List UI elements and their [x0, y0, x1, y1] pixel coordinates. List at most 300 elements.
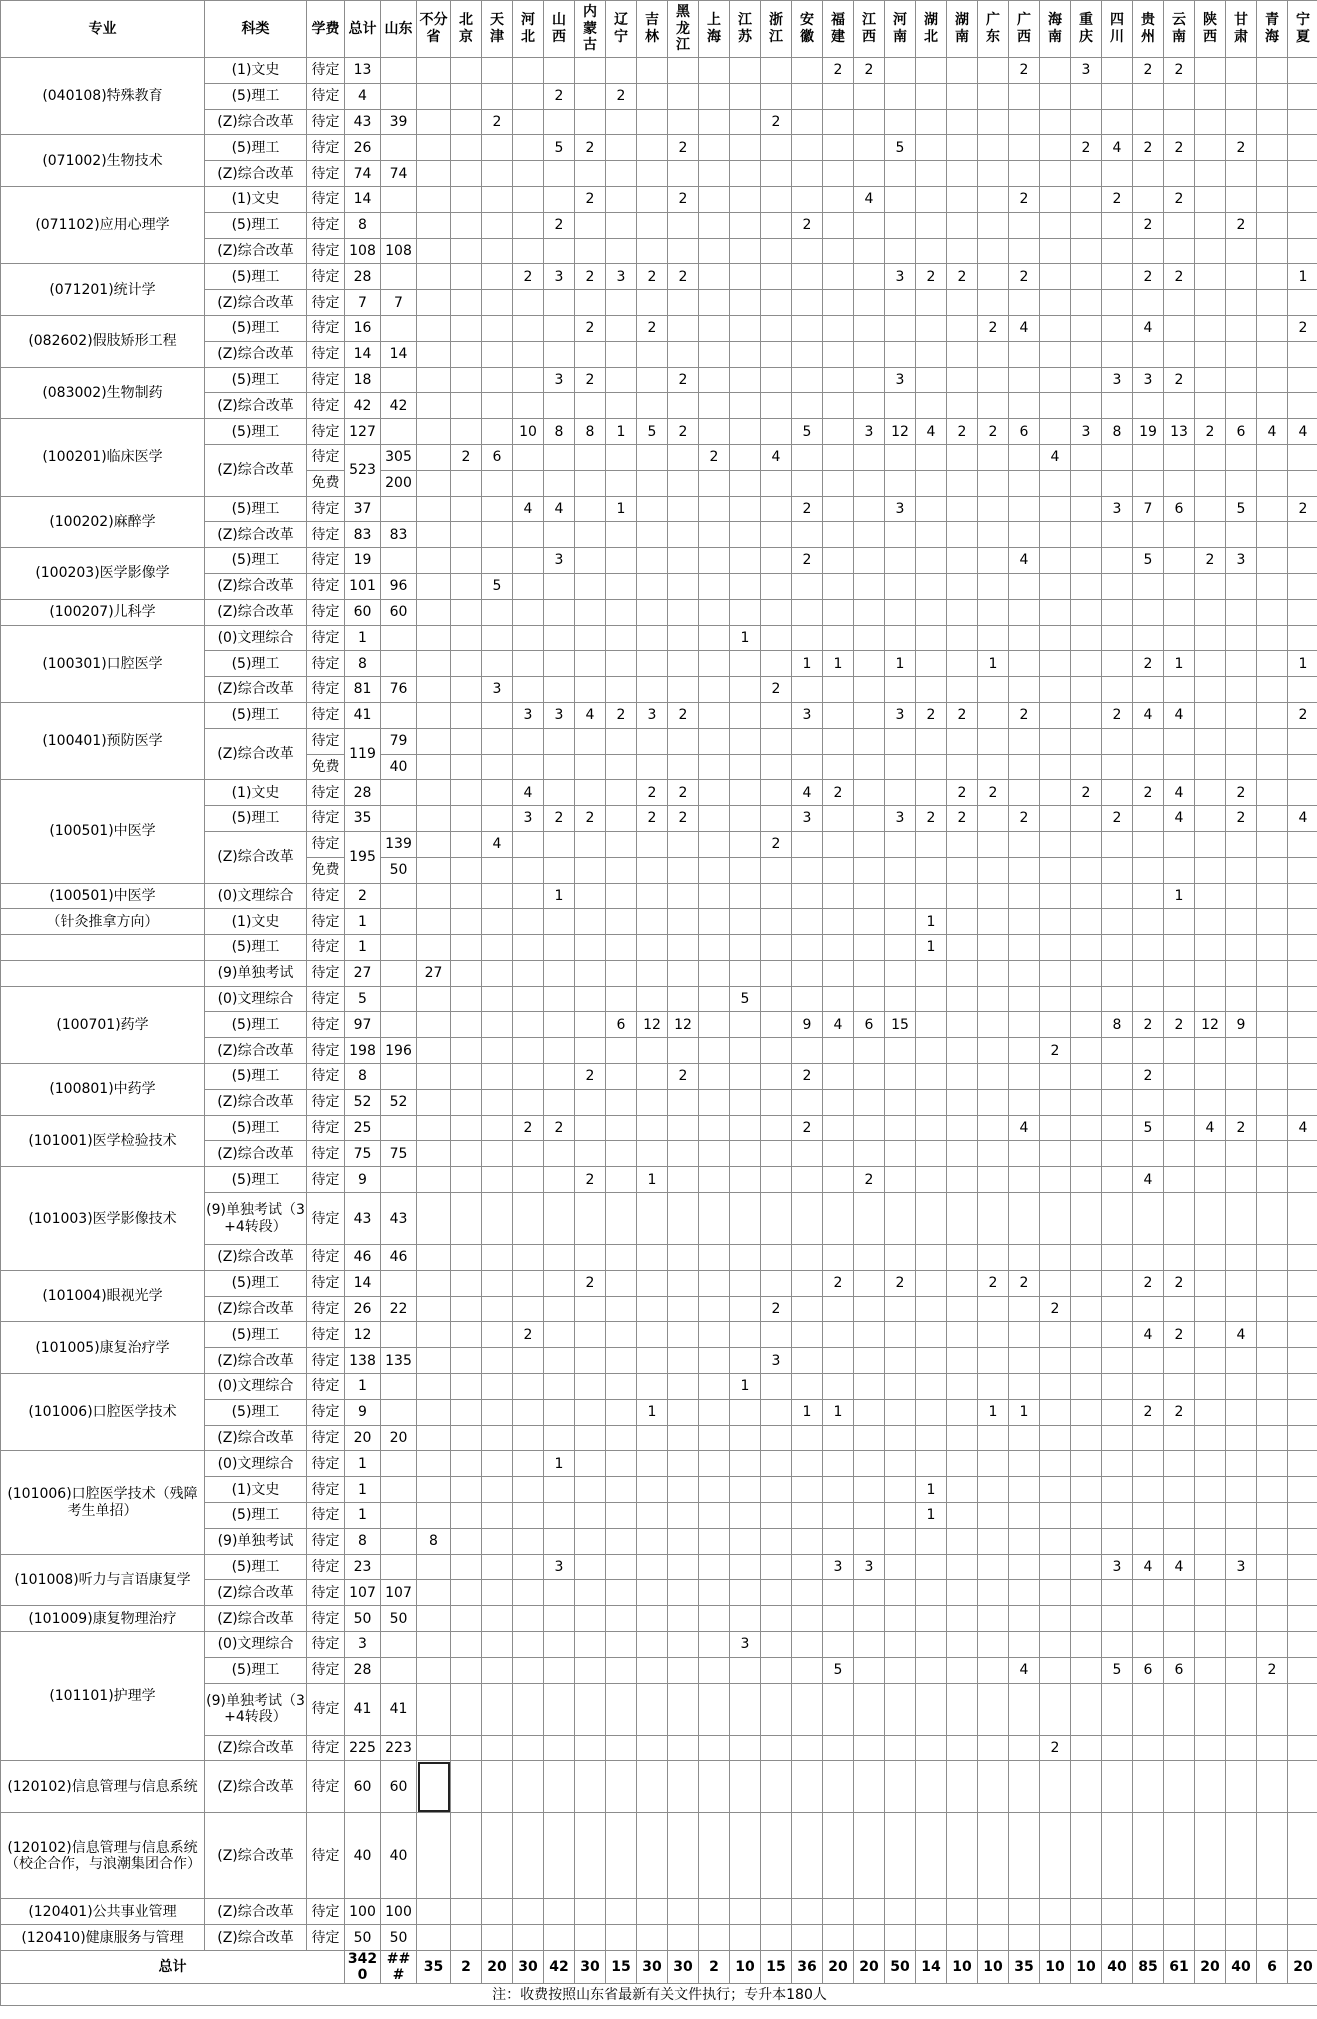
quota-cell-辽宁[interactable] — [606, 1425, 637, 1451]
quota-cell-安徽[interactable] — [792, 1528, 823, 1554]
quota-cell-重庆[interactable] — [1071, 367, 1102, 393]
quota-cell-广东[interactable] — [978, 1606, 1009, 1632]
quota-cell-吉林[interactable] — [637, 1528, 668, 1554]
quota-cell-湖北[interactable] — [916, 367, 947, 393]
quota-cell-吉林[interactable] — [637, 625, 668, 651]
quota-cell-重庆[interactable]: 3 — [1071, 419, 1102, 445]
quota-cell-陕西[interactable] — [1195, 1580, 1226, 1606]
quota-cell-云南[interactable] — [1164, 548, 1195, 574]
quota-cell-湖南[interactable] — [947, 1813, 978, 1899]
quota-cell-吉林[interactable] — [637, 1245, 668, 1271]
category-cell[interactable]: (Z)综合改革 — [205, 677, 307, 703]
quota-cell-贵州[interactable]: 4 — [1133, 1167, 1164, 1193]
quota-cell-不分省[interactable] — [417, 393, 451, 419]
quota-cell-不分省[interactable] — [417, 986, 451, 1012]
quota-cell-浙江[interactable] — [761, 1554, 792, 1580]
quota-cell-辽宁[interactable] — [606, 1038, 637, 1064]
major-cell[interactable]: (100301)口腔医学 — [1, 625, 205, 702]
quota-cell-浙江[interactable] — [761, 573, 792, 599]
quota-cell-不分省[interactable] — [417, 883, 451, 909]
quota-cell-四川[interactable] — [1102, 960, 1133, 986]
quota-cell-浙江[interactable] — [761, 1167, 792, 1193]
quota-cell-福建[interactable] — [823, 522, 854, 548]
quota-cell-河南[interactable] — [885, 1399, 916, 1425]
quota-cell-陕西[interactable] — [1195, 780, 1226, 806]
quota-cell-湖南[interactable] — [947, 212, 978, 238]
quota-cell-吉林[interactable] — [637, 754, 668, 780]
quota-cell-宁夏[interactable] — [1288, 599, 1317, 625]
fee-cell[interactable]: 待定 — [307, 548, 345, 574]
quota-cell-北京[interactable] — [451, 651, 482, 677]
quota-cell-湖北[interactable] — [916, 1167, 947, 1193]
quota-cell-山东[interactable] — [381, 986, 417, 1012]
quota-cell-内蒙古[interactable] — [575, 1761, 606, 1813]
quota-cell-重庆[interactable] — [1071, 1425, 1102, 1451]
quota-cell-山西[interactable] — [544, 161, 575, 187]
quota-cell-辽宁[interactable] — [606, 1270, 637, 1296]
quota-cell-海南[interactable] — [1040, 780, 1071, 806]
fee-cell[interactable]: 待定 — [307, 1451, 345, 1477]
quota-cell-四川[interactable] — [1102, 212, 1133, 238]
category-cell[interactable]: (Z)综合改革 — [205, 1089, 307, 1115]
category-cell[interactable]: (5)理工 — [205, 1399, 307, 1425]
quota-cell-江西[interactable] — [854, 1374, 885, 1400]
quota-cell-青海[interactable] — [1257, 1064, 1288, 1090]
quota-cell-福建[interactable] — [823, 1141, 854, 1167]
quota-cell-河南[interactable] — [885, 728, 916, 754]
quota-cell-吉林[interactable]: 3 — [637, 702, 668, 728]
quota-cell-山东[interactable] — [381, 1064, 417, 1090]
quota-cell-海南[interactable] — [1040, 754, 1071, 780]
quota-cell-湖南[interactable] — [947, 909, 978, 935]
quota-cell-陕西[interactable] — [1195, 58, 1226, 84]
quota-cell-四川[interactable] — [1102, 1606, 1133, 1632]
quota-cell-云南[interactable] — [1164, 573, 1195, 599]
quota-cell-重庆[interactable] — [1071, 935, 1102, 961]
quota-cell-江西[interactable] — [854, 1657, 885, 1683]
quota-cell-贵州[interactable] — [1133, 986, 1164, 1012]
quota-cell-宁夏[interactable] — [1288, 161, 1317, 187]
quota-cell-四川[interactable] — [1102, 161, 1133, 187]
quota-cell-山西[interactable] — [544, 573, 575, 599]
quota-cell-不分省[interactable] — [417, 1425, 451, 1451]
quota-cell-云南[interactable]: 2 — [1164, 135, 1195, 161]
quota-cell-上海[interactable] — [699, 573, 730, 599]
quota-cell-湖南[interactable] — [947, 393, 978, 419]
quota-cell-湖北[interactable] — [916, 1657, 947, 1683]
quota-cell-青海[interactable] — [1257, 780, 1288, 806]
quota-cell-湖南[interactable] — [947, 341, 978, 367]
quota-cell-广东[interactable]: 2 — [978, 780, 1009, 806]
quota-cell-上海[interactable] — [699, 1477, 730, 1503]
quota-cell-贵州[interactable] — [1133, 341, 1164, 367]
quota-cell-湖南[interactable] — [947, 1296, 978, 1322]
quota-cell-北京[interactable] — [451, 960, 482, 986]
quota-cell-云南[interactable] — [1164, 1296, 1195, 1322]
quota-cell-四川[interactable] — [1102, 1399, 1133, 1425]
quota-cell-湖南[interactable] — [947, 496, 978, 522]
quota-cell-黑龙江[interactable] — [668, 1115, 699, 1141]
quota-cell-河南[interactable] — [885, 290, 916, 316]
quota-cell-宁夏[interactable] — [1288, 1813, 1317, 1899]
quota-cell-海南[interactable] — [1040, 806, 1071, 832]
quota-cell-河南[interactable] — [885, 1657, 916, 1683]
quota-cell-安徽[interactable] — [792, 1374, 823, 1400]
quota-cell-湖北[interactable] — [916, 1193, 947, 1245]
quota-cell-贵州[interactable] — [1133, 393, 1164, 419]
quota-cell-不分省[interactable]: 27 — [417, 960, 451, 986]
quota-cell-湖南[interactable] — [947, 1089, 978, 1115]
quota-cell-浙江[interactable] — [761, 1813, 792, 1899]
quota-cell-不分省[interactable] — [417, 496, 451, 522]
quota-cell-上海[interactable] — [699, 1399, 730, 1425]
quota-cell-河北[interactable] — [513, 212, 544, 238]
quota-cell-河北[interactable] — [513, 1735, 544, 1761]
quota-cell-辽宁[interactable] — [606, 1141, 637, 1167]
quota-cell-湖南[interactable]: 2 — [947, 780, 978, 806]
quota-cell-江西[interactable] — [854, 1270, 885, 1296]
fee-cell[interactable]: 待定 — [307, 1399, 345, 1425]
quota-cell-辽宁[interactable] — [606, 367, 637, 393]
total-value-海南[interactable]: 10 — [1040, 1951, 1071, 1984]
quota-cell-湖北[interactable] — [916, 1632, 947, 1658]
quota-cell-海南[interactable] — [1040, 341, 1071, 367]
quota-cell-云南[interactable] — [1164, 1813, 1195, 1899]
quota-cell-辽宁[interactable] — [606, 599, 637, 625]
quota-cell-广西[interactable] — [1009, 780, 1040, 806]
quota-cell-不分省[interactable] — [417, 754, 451, 780]
quota-cell-青海[interactable] — [1257, 651, 1288, 677]
quota-cell-甘肃[interactable] — [1226, 1038, 1257, 1064]
quota-cell-湖南[interactable] — [947, 1528, 978, 1554]
quota-cell-四川[interactable] — [1102, 548, 1133, 574]
quota-cell-上海[interactable] — [699, 986, 730, 1012]
quota-cell-河北[interactable] — [513, 573, 544, 599]
quota-cell-宁夏[interactable] — [1288, 470, 1317, 496]
fee-cell[interactable]: 待定 — [307, 1012, 345, 1038]
quota-cell-广西[interactable] — [1009, 728, 1040, 754]
quota-cell-云南[interactable] — [1164, 1503, 1195, 1529]
quota-cell-山西[interactable] — [544, 1657, 575, 1683]
major-cell[interactable]: （针灸推拿方向） — [1, 909, 205, 935]
quota-cell-山西[interactable] — [544, 754, 575, 780]
quota-cell-北京[interactable] — [451, 1632, 482, 1658]
quota-cell-浙江[interactable] — [761, 58, 792, 84]
quota-cell-山东[interactable] — [381, 1374, 417, 1400]
quota-cell-海南[interactable]: 2 — [1040, 1038, 1071, 1064]
quota-cell-浙江[interactable] — [761, 186, 792, 212]
quota-cell-内蒙古[interactable] — [575, 728, 606, 754]
quota-cell-吉林[interactable] — [637, 909, 668, 935]
quota-cell-云南[interactable] — [1164, 1606, 1195, 1632]
quota-cell-青海[interactable] — [1257, 1425, 1288, 1451]
quota-cell-辽宁[interactable] — [606, 1554, 637, 1580]
quota-cell-黑龙江[interactable] — [668, 754, 699, 780]
quota-cell-湖北[interactable] — [916, 1399, 947, 1425]
quota-cell-湖北[interactable] — [916, 1425, 947, 1451]
quota-cell-辽宁[interactable] — [606, 315, 637, 341]
quota-cell-江苏[interactable] — [730, 909, 761, 935]
quota-cell-浙江[interactable] — [761, 1925, 792, 1951]
total-value-总计[interactable]: 3420 — [345, 1951, 381, 1984]
total-cell[interactable]: 19 — [345, 548, 381, 574]
quota-cell-北京[interactable] — [451, 831, 482, 857]
quota-cell-江西[interactable] — [854, 1632, 885, 1658]
quota-cell-江苏[interactable]: 1 — [730, 625, 761, 651]
quota-cell-贵州[interactable]: 2 — [1133, 1399, 1164, 1425]
quota-cell-天津[interactable] — [482, 1167, 513, 1193]
quota-cell-湖南[interactable] — [947, 1399, 978, 1425]
quota-cell-山东[interactable]: 96 — [381, 573, 417, 599]
quota-cell-海南[interactable] — [1040, 1925, 1071, 1951]
major-cell[interactable]: (120102)信息管理与信息系统 — [1, 1761, 205, 1813]
quota-cell-海南[interactable] — [1040, 1554, 1071, 1580]
quota-cell-福建[interactable] — [823, 1322, 854, 1348]
quota-cell-湖南[interactable] — [947, 1064, 978, 1090]
quota-cell-云南[interactable] — [1164, 1580, 1195, 1606]
quota-cell-安徽[interactable] — [792, 1813, 823, 1899]
major-cell[interactable]: (101004)眼视光学 — [1, 1270, 205, 1322]
quota-cell-天津[interactable] — [482, 522, 513, 548]
quota-cell-宁夏[interactable]: 2 — [1288, 315, 1317, 341]
quota-cell-广西[interactable] — [1009, 83, 1040, 109]
quota-cell-河南[interactable] — [885, 1374, 916, 1400]
major-cell[interactable]: (071002)生物技术 — [1, 135, 205, 187]
quota-cell-广东[interactable] — [978, 986, 1009, 1012]
quota-cell-四川[interactable] — [1102, 651, 1133, 677]
quota-cell-福建[interactable] — [823, 393, 854, 419]
quota-cell-天津[interactable]: 4 — [482, 831, 513, 857]
quota-cell-江西[interactable] — [854, 883, 885, 909]
quota-cell-青海[interactable] — [1257, 1554, 1288, 1580]
quota-cell-江西[interactable] — [854, 341, 885, 367]
quota-cell-天津[interactable] — [482, 1657, 513, 1683]
total-value-河南[interactable]: 50 — [885, 1951, 916, 1984]
quota-cell-贵州[interactable]: 2 — [1133, 212, 1164, 238]
quota-cell-江苏[interactable] — [730, 186, 761, 212]
quota-cell-江苏[interactable] — [730, 341, 761, 367]
quota-cell-上海[interactable] — [699, 960, 730, 986]
quota-cell-福建[interactable] — [823, 960, 854, 986]
quota-cell-海南[interactable] — [1040, 1683, 1071, 1735]
quota-cell-重庆[interactable] — [1071, 1632, 1102, 1658]
quota-cell-浙江[interactable] — [761, 1761, 792, 1813]
quota-cell-贵州[interactable] — [1133, 1503, 1164, 1529]
quota-cell-安徽[interactable] — [792, 1193, 823, 1245]
quota-cell-甘肃[interactable] — [1226, 599, 1257, 625]
quota-cell-安徽[interactable] — [792, 1657, 823, 1683]
quota-cell-黑龙江[interactable]: 2 — [668, 702, 699, 728]
category-cell[interactable]: (5)理工 — [205, 1270, 307, 1296]
quota-cell-浙江[interactable] — [761, 1089, 792, 1115]
quota-cell-广西[interactable] — [1009, 1141, 1040, 1167]
fee-cell[interactable]: 待定 — [307, 1064, 345, 1090]
quota-cell-山东[interactable]: 60 — [381, 1761, 417, 1813]
quota-cell-甘肃[interactable] — [1226, 1925, 1257, 1951]
quota-cell-天津[interactable] — [482, 960, 513, 986]
quota-cell-重庆[interactable] — [1071, 1115, 1102, 1141]
quota-cell-辽宁[interactable] — [606, 573, 637, 599]
quota-cell-黑龙江[interactable] — [668, 1813, 699, 1899]
quota-cell-黑龙江[interactable] — [668, 986, 699, 1012]
quota-cell-甘肃[interactable] — [1226, 1503, 1257, 1529]
quota-cell-河北[interactable] — [513, 1425, 544, 1451]
quota-cell-湖南[interactable] — [947, 1503, 978, 1529]
quota-cell-海南[interactable] — [1040, 264, 1071, 290]
fee-cell[interactable]: 待定 — [307, 1296, 345, 1322]
quota-cell-云南[interactable] — [1164, 1348, 1195, 1374]
quota-cell-内蒙古[interactable] — [575, 1141, 606, 1167]
quota-cell-重庆[interactable] — [1071, 1899, 1102, 1925]
quota-cell-四川[interactable] — [1102, 909, 1133, 935]
quota-cell-山西[interactable] — [544, 1503, 575, 1529]
total-cell[interactable]: 28 — [345, 1657, 381, 1683]
quota-cell-山东[interactable] — [381, 651, 417, 677]
quota-cell-浙江[interactable] — [761, 1735, 792, 1761]
quota-cell-北京[interactable] — [451, 1554, 482, 1580]
quota-cell-四川[interactable]: 3 — [1102, 367, 1133, 393]
quota-cell-山西[interactable] — [544, 1899, 575, 1925]
quota-cell-山东[interactable] — [381, 1115, 417, 1141]
quota-cell-陕西[interactable] — [1195, 1925, 1226, 1951]
quota-cell-上海[interactable] — [699, 1167, 730, 1193]
quota-cell-河南[interactable] — [885, 625, 916, 651]
quota-cell-陕西[interactable] — [1195, 1554, 1226, 1580]
quota-cell-福建[interactable] — [823, 1899, 854, 1925]
quota-cell-江西[interactable] — [854, 1089, 885, 1115]
quota-cell-河北[interactable] — [513, 470, 544, 496]
quota-cell-河南[interactable] — [885, 1038, 916, 1064]
quota-cell-山西[interactable] — [544, 1735, 575, 1761]
quota-cell-云南[interactable] — [1164, 1925, 1195, 1951]
fee-cell[interactable]: 待定 — [307, 651, 345, 677]
quota-cell-北京[interactable] — [451, 1761, 482, 1813]
quota-cell-福建[interactable] — [823, 186, 854, 212]
quota-cell-北京[interactable] — [451, 1374, 482, 1400]
quota-cell-河北[interactable] — [513, 960, 544, 986]
quota-cell-不分省[interactable] — [417, 1115, 451, 1141]
quota-cell-天津[interactable]: 3 — [482, 677, 513, 703]
quota-cell-重庆[interactable] — [1071, 1761, 1102, 1813]
quota-cell-福建[interactable] — [823, 1632, 854, 1658]
quota-cell-福建[interactable] — [823, 1477, 854, 1503]
quota-cell-天津[interactable] — [482, 1735, 513, 1761]
quota-cell-湖北[interactable] — [916, 1270, 947, 1296]
quota-cell-重庆[interactable] — [1071, 573, 1102, 599]
quota-cell-云南[interactable]: 2 — [1164, 367, 1195, 393]
category-cell[interactable]: (Z)综合改革 — [205, 522, 307, 548]
quota-cell-北京[interactable] — [451, 857, 482, 883]
quota-cell-天津[interactable] — [482, 1899, 513, 1925]
quota-cell-海南[interactable] — [1040, 1012, 1071, 1038]
quota-cell-辽宁[interactable] — [606, 109, 637, 135]
quota-cell-甘肃[interactable] — [1226, 1813, 1257, 1899]
quota-cell-上海[interactable] — [699, 1348, 730, 1374]
quota-cell-辽宁[interactable] — [606, 393, 637, 419]
fee-cell[interactable]: 待定 — [307, 1193, 345, 1245]
quota-cell-不分省[interactable] — [417, 1167, 451, 1193]
quota-cell-青海[interactable] — [1257, 1925, 1288, 1951]
quota-cell-重庆[interactable] — [1071, 1399, 1102, 1425]
category-cell[interactable]: (5)理工 — [205, 806, 307, 832]
fee-cell[interactable]: 待定 — [307, 1813, 345, 1899]
quota-cell-重庆[interactable] — [1071, 1925, 1102, 1951]
quota-cell-青海[interactable] — [1257, 1012, 1288, 1038]
quota-cell-江苏[interactable] — [730, 1064, 761, 1090]
quota-cell-青海[interactable] — [1257, 341, 1288, 367]
quota-cell-云南[interactable] — [1164, 1735, 1195, 1761]
quota-cell-天津[interactable] — [482, 986, 513, 1012]
quota-cell-吉林[interactable] — [637, 290, 668, 316]
quota-cell-湖南[interactable] — [947, 548, 978, 574]
quota-cell-辽宁[interactable] — [606, 1683, 637, 1735]
quota-cell-海南[interactable] — [1040, 1270, 1071, 1296]
quota-cell-江西[interactable] — [854, 1503, 885, 1529]
quota-cell-福建[interactable] — [823, 238, 854, 264]
quota-cell-河北[interactable] — [513, 1813, 544, 1899]
quota-cell-海南[interactable] — [1040, 1813, 1071, 1899]
quota-cell-不分省[interactable] — [417, 212, 451, 238]
quota-cell-福建[interactable] — [823, 1813, 854, 1899]
quota-cell-重庆[interactable] — [1071, 960, 1102, 986]
quota-cell-宁夏[interactable] — [1288, 1270, 1317, 1296]
quota-cell-四川[interactable] — [1102, 728, 1133, 754]
quota-cell-内蒙古[interactable]: 2 — [575, 367, 606, 393]
quota-cell-黑龙江[interactable] — [668, 1899, 699, 1925]
quota-cell-青海[interactable] — [1257, 444, 1288, 470]
quota-cell-吉林[interactable] — [637, 161, 668, 187]
quota-cell-青海[interactable] — [1257, 806, 1288, 832]
quota-cell-广西[interactable] — [1009, 831, 1040, 857]
quota-cell-浙江[interactable] — [761, 935, 792, 961]
quota-cell-浙江[interactable] — [761, 1245, 792, 1271]
category-cell[interactable]: (1)文史 — [205, 1477, 307, 1503]
quota-cell-广西[interactable]: 6 — [1009, 419, 1040, 445]
quota-cell-内蒙古[interactable] — [575, 1089, 606, 1115]
quota-cell-江苏[interactable] — [730, 1735, 761, 1761]
quota-cell-河北[interactable] — [513, 909, 544, 935]
total-value-湖南[interactable]: 10 — [947, 1951, 978, 1984]
quota-cell-河南[interactable] — [885, 1115, 916, 1141]
quota-cell-贵州[interactable] — [1133, 754, 1164, 780]
quota-cell-不分省[interactable] — [417, 1064, 451, 1090]
quota-cell-贵州[interactable]: 2 — [1133, 58, 1164, 84]
quota-cell-北京[interactable] — [451, 109, 482, 135]
quota-cell-上海[interactable] — [699, 212, 730, 238]
quota-cell-山东[interactable] — [381, 1167, 417, 1193]
quota-cell-黑龙江[interactable]: 2 — [668, 780, 699, 806]
quota-cell-广西[interactable]: 4 — [1009, 1115, 1040, 1141]
total-value-不分省[interactable]: 35 — [417, 1951, 451, 1984]
category-cell[interactable]: (5)理工 — [205, 212, 307, 238]
quota-cell-湖北[interactable]: 1 — [916, 935, 947, 961]
quota-cell-四川[interactable] — [1102, 444, 1133, 470]
quota-cell-湖南[interactable] — [947, 831, 978, 857]
quota-cell-四川[interactable] — [1102, 83, 1133, 109]
quota-cell-安徽[interactable]: 2 — [792, 496, 823, 522]
fee-cell[interactable]: 待定 — [307, 1683, 345, 1735]
quota-cell-宁夏[interactable]: 2 — [1288, 702, 1317, 728]
quota-cell-海南[interactable] — [1040, 1477, 1071, 1503]
quota-cell-山西[interactable]: 3 — [544, 264, 575, 290]
quota-cell-重庆[interactable] — [1071, 264, 1102, 290]
quota-cell-山西[interactable] — [544, 1167, 575, 1193]
quota-cell-贵州[interactable] — [1133, 1089, 1164, 1115]
quota-cell-河北[interactable] — [513, 548, 544, 574]
quota-cell-浙江[interactable] — [761, 1012, 792, 1038]
quota-cell-湖北[interactable]: 2 — [916, 702, 947, 728]
quota-cell-河南[interactable] — [885, 960, 916, 986]
